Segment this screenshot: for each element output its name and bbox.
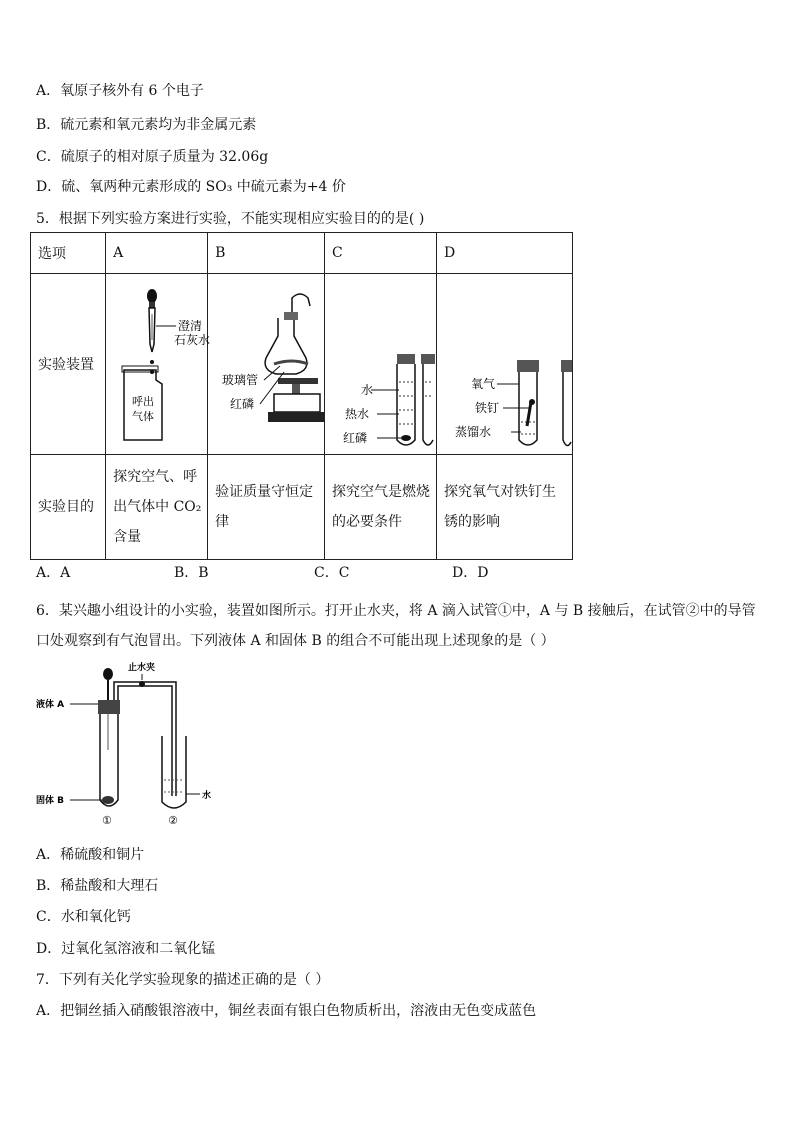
label-distilled-water: 蒸馏水 [455, 425, 492, 439]
label-gas: 气体 [132, 410, 155, 423]
label-solid-b: 固体 B [36, 796, 64, 806]
purpose-c: 探究空气是燃烧的必要条件 [325, 455, 437, 560]
label-limewater-1: 澄清 [178, 319, 203, 333]
q7-option-a: A．把铜丝插入硝酸银溶液中，铜丝表面有银白色物质析出，溶液由无色变成蓝色 [36, 1003, 537, 1019]
label-liquid-a: 液体 A [36, 700, 65, 710]
label-hot-water: 热水 [345, 407, 370, 421]
header-option: 选项 [31, 233, 106, 274]
apparatus-a [106, 274, 211, 455]
label-tube-2: ② [168, 814, 178, 827]
label-water-c: 水 [361, 383, 374, 397]
label-exhaled: 呼出 [132, 395, 155, 408]
label-iron-nail: 铁钉 [475, 401, 500, 415]
label-tube-1: ① [102, 814, 112, 827]
apparatus-d [437, 274, 573, 455]
header-purpose: 实验目的 [31, 455, 106, 560]
label-water: 水 [202, 791, 212, 801]
label-glass-tube: 玻璃管 [222, 373, 259, 387]
q6-option-d: D．过氧化氢溶液和二氧化锰 [36, 941, 216, 957]
label-red-phosphorus-c: 红磷 [343, 431, 368, 445]
header-apparatus: 实验装置 [31, 274, 106, 455]
apparatus-b [208, 274, 325, 455]
label-stop-clamp: 止水夹 [128, 663, 156, 673]
q5-option-c: C．C [314, 565, 350, 581]
purpose-a: 探究空气、呼出气体中 CO₂ 含量 [106, 455, 208, 560]
col-d: D [437, 233, 573, 274]
q6-option-b: B．稀盐酸和大理石 [36, 878, 159, 894]
experiment-table [30, 232, 573, 560]
q6-option-a: A．稀硫酸和铜片 [36, 847, 145, 863]
q4-option-a: A．氧原子核外有 6 个电子 [36, 83, 204, 99]
q5-option-d: D．D [452, 565, 489, 581]
q6-apparatus-figure [36, 660, 226, 830]
q6-option-c: C．水和氧化钙 [36, 909, 131, 925]
purpose-d: 探究氧气对铁钉生锈的影响 [437, 455, 573, 560]
q4-option-d: D．硫、氧两种元素形成的 SO₃ 中硫元素为+4 价 [36, 179, 346, 195]
label-oxygen: 氧气 [471, 377, 496, 391]
q4-option-b: B．硫元素和氧元素均为非金属元素 [36, 117, 257, 133]
q4-option-c: C．硫原子的相对原子质量为 32.06g [36, 149, 269, 165]
label-limewater-2: 石灰水 [174, 333, 211, 347]
q5-option-b: B．B [174, 565, 209, 581]
label-red-phosphorus-b: 红磷 [230, 397, 255, 411]
q7-stem: 7．下列有关化学实验现象的描述正确的是（ ） [36, 972, 330, 988]
purpose-b: 验证质量守恒定律 [208, 455, 325, 560]
q5-option-a: A．A [36, 565, 71, 581]
q5-stem: 5．根据下列实验方案进行实验，不能实现相应实验目的的是( ) [36, 211, 425, 227]
col-c: C [325, 233, 437, 274]
col-a: A [106, 233, 208, 274]
col-b: B [208, 233, 325, 274]
apparatus-c [325, 274, 437, 455]
q6-stem: 6．某兴趣小组设计的小实验，装置如图所示。打开止水夹，将 A 滴入试管①中，A 与 B 接触后，在试管②中的导管口处观察到有气泡冒出。下列液体 A 和固体 B 的组合不可能出现上述现象的是（ ） [36, 603, 756, 649]
